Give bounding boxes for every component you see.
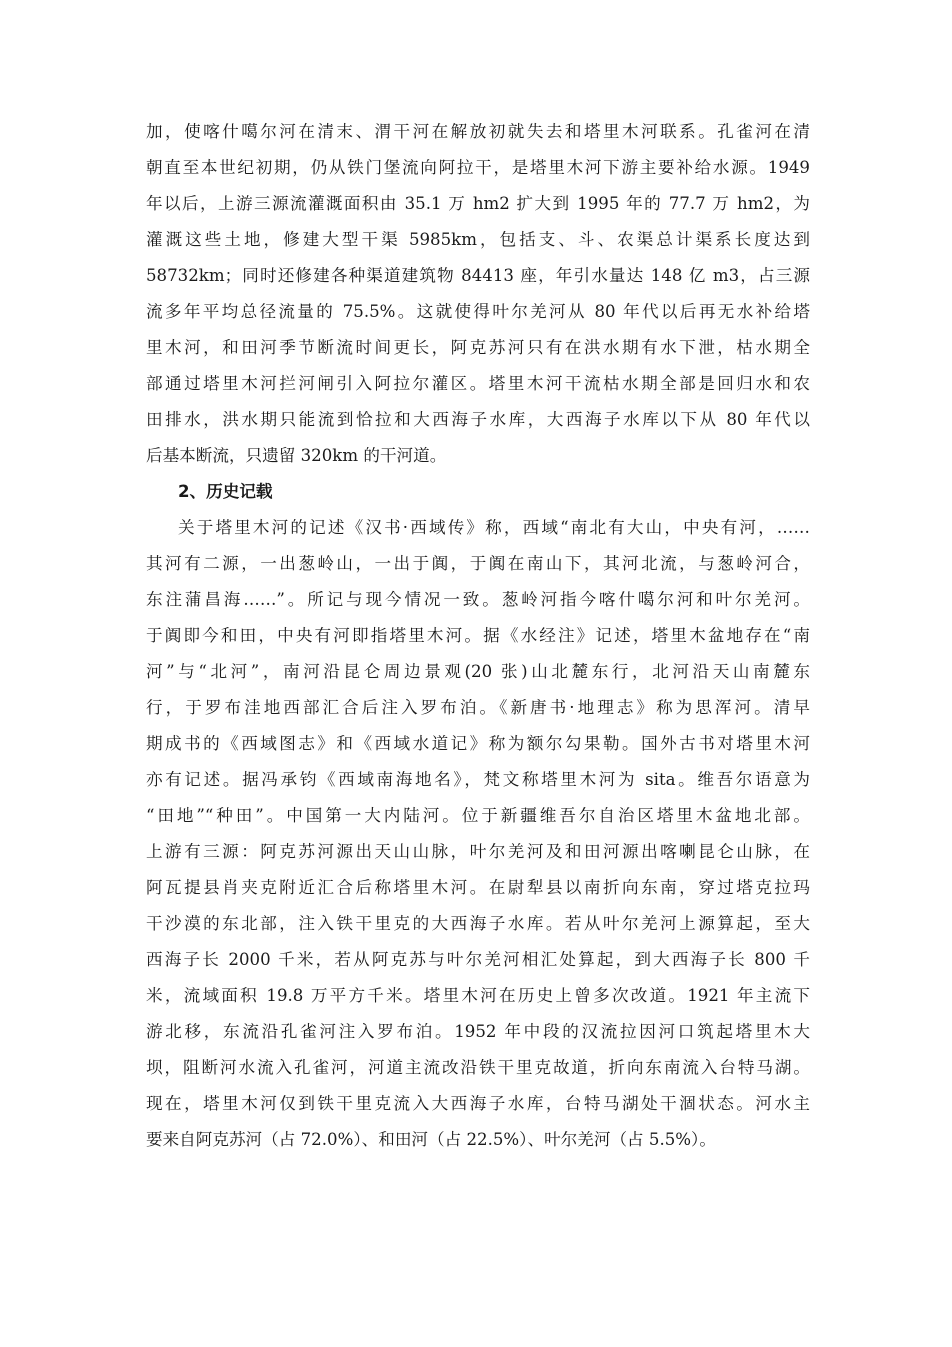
paragraph-2-line-1: 关于塔里木河的记述《汉书·西域传》称，西域“南北有大山，中央有河，…… (178, 518, 810, 537)
paragraph-1-line-10: 后基本断流，只遗留 320km 的干河道。 (146, 446, 447, 465)
paragraph-1-line-4: 灌溉这些土地，修建大型干渠 5985km，包括支、斗、农渠总计渠系长度达到 (146, 230, 810, 249)
paragraph-2-line-14: 米，流域面积 19.8 万平方千米。塔里木河在历史上曾多次改道。1921 年主流下 (146, 986, 810, 1005)
paragraph-2-line-12: 干沙漠的东北部，注入铁干里克的大西海子水库。若从叶尔羌河上源算起，至大 (146, 914, 810, 933)
paragraph-1-line-2: 朝直至本世纪初期，仍从铁门堡流向阿拉干，是塔里木河下游主要补给水源。1949 (146, 158, 810, 177)
paragraph-1-line-6: 流多年平均总径流量的 75.5%。这就使得叶尔羌河从 80 年代以后再无水补给塔 (146, 302, 810, 321)
paragraph-2-line-16: 坝，阻断河水流入孔雀河，河道主流改沿铁干里克故道，折向东南流入台特马湖。 (146, 1058, 810, 1077)
paragraph-2-line-8: 亦有记述。据冯承钧《西域南海地名》，梵文称塔里木河为 sita。维吾尔语意为 (146, 770, 810, 789)
paragraph-2-line-9: “田地”“种田”。中国第一大内陆河。位于新疆维吾尔自治区塔里木盆地北部。 (146, 806, 810, 825)
section-heading: 2、历史记载 (178, 482, 273, 501)
paragraph-2-line-11: 阿瓦提县肖夹克附近汇合后称塔里木河。在尉犁县以南折向东南，穿过塔克拉玛 (146, 878, 810, 897)
paragraph-2-line-6: 行，于罗布洼地西部汇合后注入罗布泊。《新唐书·地理志》称为思浑河。清早 (146, 698, 810, 717)
paragraph-2-line-4: 于阗即今和田，中央有河即指塔里木河。据《水经注》记述，塔里木盆地存在“南 (146, 626, 810, 645)
paragraph-1-line-5: 58732km；同时还修建各种渠道建筑物 84413 座，年引水量达 148 亿 m3，占三源 (146, 266, 810, 285)
paragraph-1-line-9: 田排水，洪水期只能流到恰拉和大西海子水库，大西海子水库以下从 80 年代以 (146, 410, 810, 429)
paragraph-2-line-2: 其河有二源，一出葱岭山，一出于阗，于阗在南山下，其河北流，与葱岭河合， (146, 554, 810, 573)
paragraph-1-line-7: 里木河，和田河季节断流时间更长，阿克苏河只有在洪水期有水下泄，枯水期全 (146, 338, 810, 357)
paragraph-2-line-3: 东注蒲昌海……”。所记与现今情况一致。葱岭河指今喀什噶尔河和叶尔羌河。 (146, 590, 810, 609)
paragraph-2-line-5: 河”与“北河”，南河沿昆仑周边景观(20 张)山北麓东行，北河沿天山南麓东 (146, 662, 810, 681)
paragraph-2-line-17: 现在，塔里木河仅到铁干里克流入大西海子水库，台特马湖处干涸状态。河水主 (146, 1094, 810, 1113)
paragraph-2-line-18: 要来自阿克苏河（占 72.0%）、和田河（占 22.5%）、叶尔羌河（占 5.5%）。 (146, 1130, 716, 1149)
paragraph-1-line-8: 部通过塔里木河拦河闸引入阿拉尔灌区。塔里木河干流枯水期全部是回归水和农 (146, 374, 810, 393)
paragraph-2-line-7: 期成书的《西域图志》和《西域水道记》称为额尔勾果勒。国外古书对塔里木河 (146, 734, 810, 753)
paragraph-2-line-13: 西海子长 2000 千米，若从阿克苏与叶尔羌河相汇处算起，到大西海子长 800 千 (146, 950, 810, 969)
paragraph-1-line-3: 年以后，上游三源流灌溉面积由 35.1 万 hm2 扩大到 1995 年的 77.7 万 hm2，为 (146, 194, 810, 213)
paragraph-2-line-15: 游北移，东流沿孔雀河注入罗布泊。1952 年中段的汉流拉因河口筑起塔里木大 (146, 1022, 810, 1041)
paragraph-2-line-10: 上游有三源：阿克苏河源出天山山脉，叶尔羌河及和田河源出喀喇昆仑山脉，在 (146, 842, 810, 861)
paragraph-1-line-1: 加，使喀什噶尔河在清末、渭干河在解放初就失去和塔里木河联系。孔雀河在清 (146, 122, 810, 141)
